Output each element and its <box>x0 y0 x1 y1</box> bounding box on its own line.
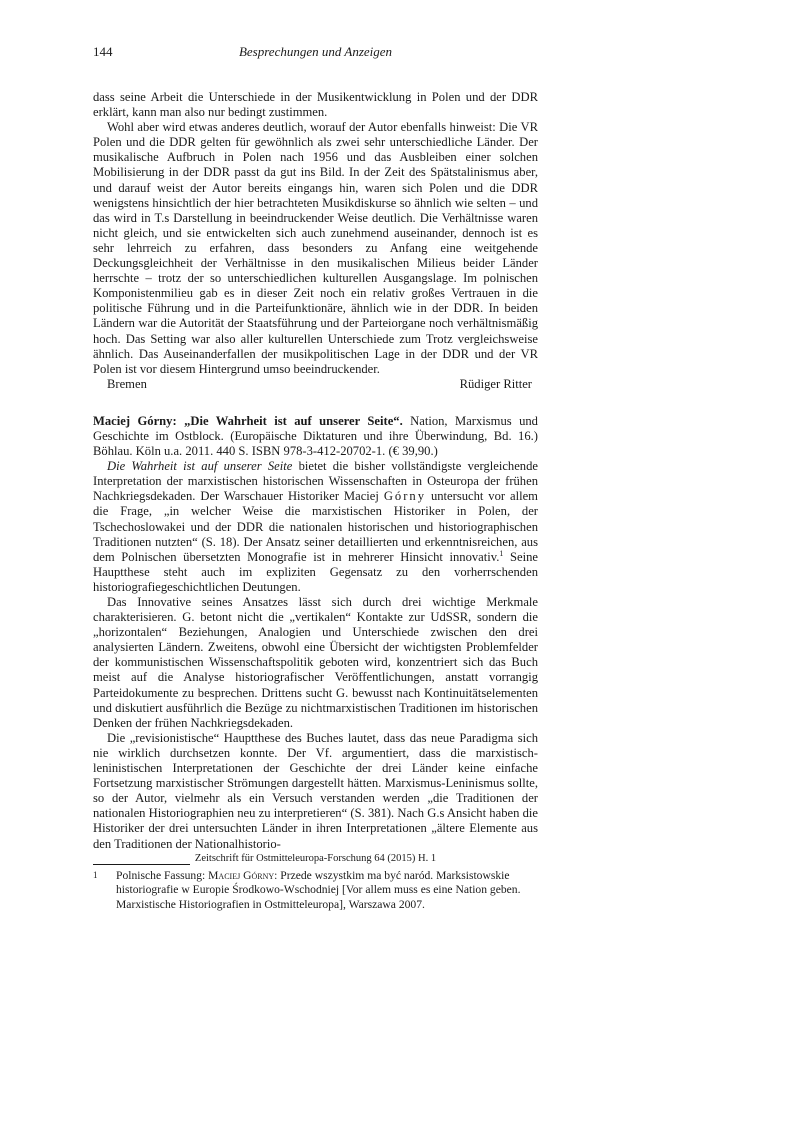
reviewer-name: Rüdiger Ritter <box>459 376 532 391</box>
running-header <box>93 44 538 62</box>
running-title: Besprechungen und Anzeigen <box>238 44 393 59</box>
book-review <box>93 414 538 852</box>
review-signoff <box>93 377 538 392</box>
author-name-spaced: Górny <box>383 489 427 504</box>
book-author: Maciej Górny: <box>93 413 177 428</box>
page-number: 144 <box>93 44 113 59</box>
footnote-author: Maciej Górny <box>208 868 275 882</box>
reviewer-place: Bremen <box>107 376 147 391</box>
footnote-text: Polnische Fassung: Maciej Górny: Przede wszystkim ma być naród. Marksistowskie historiografie w Europie Środkowo-Wschodniej [Vor allem muss es eine Nation geben. Marxistische Historiografien in Ostmitteleuropa], Warszawa 2007. <box>116 868 521 911</box>
page <box>93 44 538 912</box>
previous-review-ending <box>93 90 538 392</box>
paragraph: Das Innovative seines Ansatzes lässt sich durch drei wichtige Merkmale charakterisieren. G. betont nicht die „vertikalen“ Kontakte zur UdSSR, sondern die „horizontalen“ Beziehungen, Analogien und Unterschiede zwischen den drei analysierten Ländern. Zweitens, obwohl eine Übersicht der wichtigsten Problemfelder der kommunistischen Wissenschaftspolitik geboten wird, konzentriert sich das Buch meist auf die Analyse historiografischer Veröffentlichungen, anstatt vorrangig Parteidokumente zu besprechen. Drittens sucht G. bewusst nach Kontinuitätselementen und diskutiert ausführlich die Bezüge zu nichtmarxistischen Traditionen im historischen Denken der frühen Nachkriegsdekaden. <box>93 595 538 730</box>
bibliographic-entry <box>93 414 538 459</box>
journal-footer: Zeitschrift für Ostmitteleuropa-Forschung 64 (2015) H. 1 <box>194 853 437 864</box>
book-title-italic: Die Wahrheit ist auf unserer Seite <box>107 459 293 474</box>
paragraph: dass seine Arbeit die Unterschiede in der Musikentwicklung in Polen und der DDR erklärt, kann man also nur bedingt zustimmen. <box>93 90 538 120</box>
book-title: „Die Wahrheit ist auf unserer Seite“. <box>184 413 403 428</box>
footnote <box>93 869 538 913</box>
footnote-number: 1 <box>93 869 98 880</box>
footnote-marker[interactable]: 1 <box>499 548 504 558</box>
paragraph: Die Wahrheit ist auf unserer Seite bietet die bisher vollständigste vergleichende Interpretation der marxistischen historischen Wissenschaften in Osteuropa der frühen Nachkriegsdekaden. Der Warschauer Historiker Maciej Górny untersucht vor allem die Frage, „in welcher Weise die marxistischen Historiker in Polen, der Tschechoslowakei und der DDR die nationalen historischen und historiographischen Traditionen nutzten“ (S. 18). Der Ansatz seiner detaillierten und erkenntnisreichen, aus dem Polnischen übersetzten Monografie ist in mehrerer Hinsicht innovativ.$^1$ Seine Hauptthese steht auch im expliziten Gegensatz zu den vorherrschenden historiografiegeschichtlichen Deutungen. <box>93 459 538 594</box>
paragraph: Wohl aber wird etwas anderes deutlich, worauf der Autor ebenfalls hinweist: Die VR Polen und die DDR gelten für gewöhnlich als zwei sehr unterschiedliche Länder. Der musikalische Aufbruch in Polen nach 1956 und das Ausbleiben einer solchen Mobilisierung in der DDR passt da gut ins Bild. In der Zeit des Spätstalinismus aber, und darauf weist der Autor bereits eingangs hin, waren sich Polen und die DDR wenigstens hinsichtlich der hier betrachteten Musikdiskurse so ähnlich wie selten – und das wird in T.s Darstellung in beeindruckender Weise deutlich. Die Verhältnisse waren nicht gleich, und sie entwickelten sich auch zunehmend auseinander, dennoch ist es sehr lehrreich zu erfahren, dass besonders zu Anfang eine weitgehende Deckungsgleichheit der Verhältnisse in den musikalischen Milieus beider Länder herrschte – trotz der so unterschiedlichen kulturellen Ausgangslage. Im polnischen Komponistenmilieu gab es in dieser Zeit noch ein relativ großes Vertrauen in die politische Führung und in die Parteifunktionäre, ähnlich wie in der DDR. In beiden Ländern war die Autorität der Staatsführung und der Parteiorgane noch verhältnismäßig hoch. Das Setting war also aller kulturellen Unterschiede zum Trotz vergleichsweise ähnlich. Das Auseinanderfallen der musikpolitischen Lage in der DDR und der VR Polen ist vor diesem Hintergrund umso beeindruckender. <box>93 120 538 376</box>
book-details: Nation, Marxismus und Geschichte im Ostblock. (Europäische Diktaturen und ihre Überwindung, Bd. 16.) Böhlau. Köln u.a. 2011. 440 S. ISBN 978-3-412-20702-1. (€ 39,90.) <box>93 413 538 459</box>
paragraph: Die „revisionistische“ Hauptthese des Buches lautet, dass das neue Paradigma sich nie wirklich durchsetzen konnte. Der Vf. argumentiert, dass die marxistisch-leninistischen Interpretationen der Geschichte der drei Länder keine einfache Fortsetzung marxistischer Strömungen dargestellt hätten. Marxismus-Leninismus sollte, so der Autor, vielmehr als ein Versuch verstanden werden „die Traditionen der nationalen Historiographien neu zu interpretieren“ (S. 381). Nach G.s Ansicht haben die Historiker der drei untersuchten Länder in ihren Interpretationen „ältere Elemente aus den Traditionen der Nationalhistorio- <box>93 730 538 851</box>
